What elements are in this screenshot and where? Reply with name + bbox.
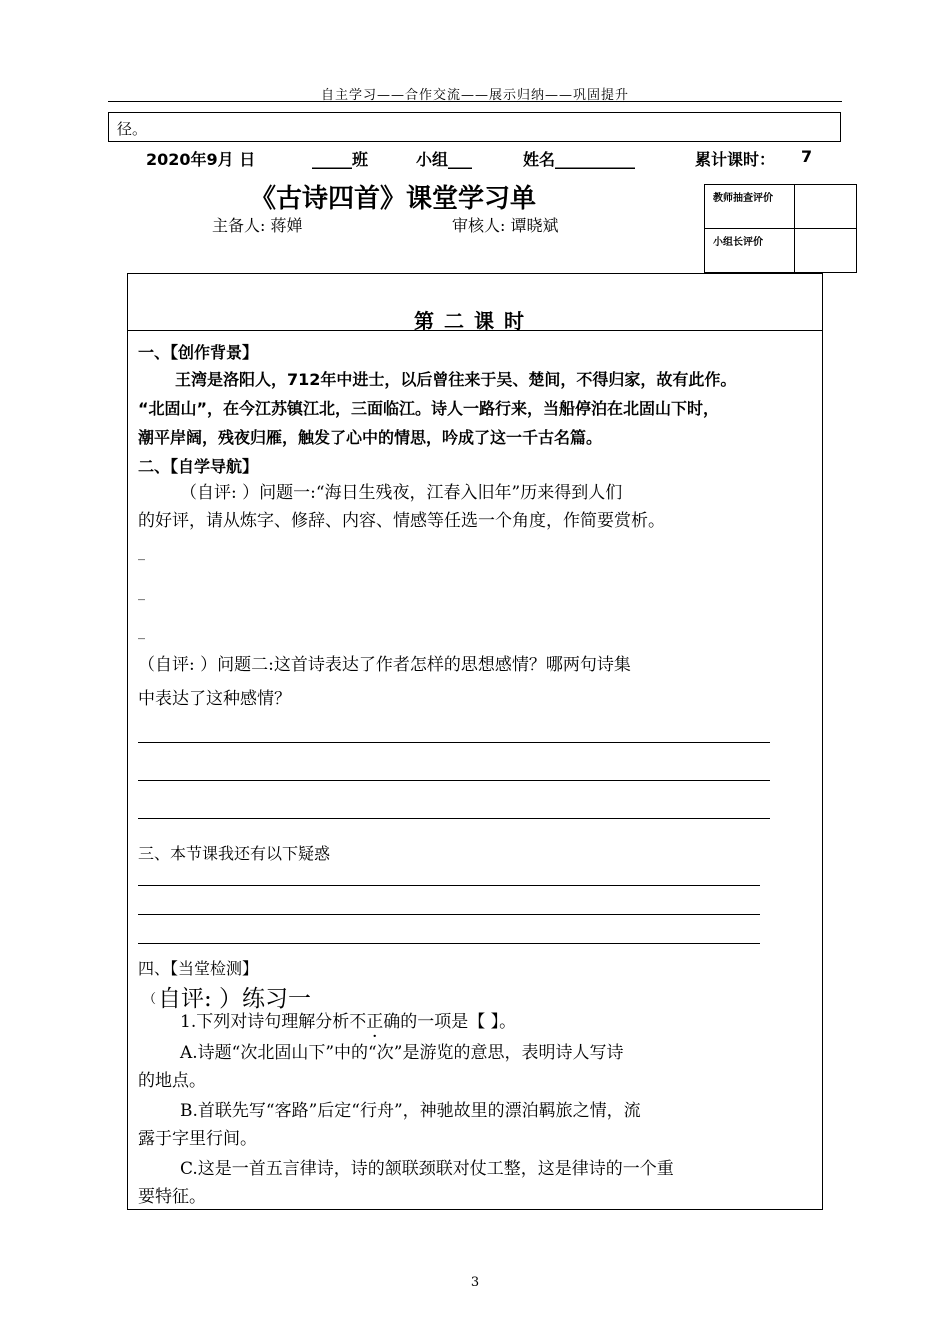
lesson-heading: 第二课时: [414, 309, 534, 333]
running-header: 自主学习——合作交流——展示归纳——巩固提升: [320, 88, 629, 103]
background-line-1: 王湾是洛阳人，712年中进士，以后曾往来于吴、楚间，不得归家，故有此作。: [175, 370, 737, 389]
teacher-eval-row: [705, 185, 856, 229]
answer-blank-3[interactable]: _: [138, 624, 145, 640]
doubt-line-3[interactable]: [138, 943, 760, 944]
header-rule: [108, 101, 842, 102]
background-line-2: “北固山”，在今江苏镇江北，三面临江。诗人一路行来，当船停泊在北固山下时，: [138, 399, 720, 418]
date-field: 2020年9月 日: [146, 150, 256, 169]
option-b-line2: 露于字里行间。: [138, 1129, 257, 1149]
teacher-eval-cell[interactable]: [794, 185, 856, 228]
option-a-line1: A.诗题“次北固山下”中的“次”是游览的意思，表明诗人写诗: [180, 1043, 624, 1063]
hours-value: 7: [801, 147, 813, 166]
question2-line2: 中表达了这种感情？: [138, 689, 291, 709]
section1-heading: 一、【创作背景】: [138, 343, 259, 362]
option-b-line1: B.首联先写“客路”后定“行舟”，神驰故里的漂泊羁旅之情，流: [180, 1101, 641, 1121]
lesson-divider: [127, 330, 822, 331]
previous-page-box: [108, 112, 841, 142]
exercise-paren: （: [143, 992, 157, 1007]
answer-line-3[interactable]: [138, 818, 770, 819]
section4-heading: 四、【当堂检测】: [138, 959, 259, 978]
teacher-eval-label: 教师抽查评价: [713, 193, 773, 204]
question1-line1: （自评: ）问题一:“海日生残夜，江春入旧年”历来得到人们: [180, 483, 623, 503]
section3-heading: 三、本节课我还有以下疑惑: [138, 844, 331, 863]
question-stem: [180, 1009, 516, 1035]
page-number: 3: [470, 1275, 480, 1290]
question-stem-emphasis: 不正确: [349, 1012, 401, 1032]
hours-label: 累计课时：: [695, 150, 776, 169]
leader-eval-cell[interactable]: [794, 229, 856, 272]
question-stem-post: 的一项是【 】。: [400, 1012, 517, 1032]
option-c-line1: C.这是一首五言律诗，诗的颔联颈联对仗工整，这是律诗的一个重: [180, 1159, 674, 1179]
answer-blank-1[interactable]: _: [138, 545, 145, 561]
question-stem-pre: 1.下列对诗句理解分析: [180, 1012, 350, 1032]
question2-line1: （自评: ）问题二:这首诗表达了作者怎样的思想感情？哪两句诗集: [138, 655, 631, 675]
section2-heading: 二、【自学导航】: [138, 457, 259, 476]
class-field: _____班: [312, 150, 369, 169]
page-title: 《古诗四首》课堂学习单: [250, 184, 537, 214]
doubt-line-1[interactable]: [138, 885, 760, 886]
answer-line-1[interactable]: [138, 742, 770, 743]
option-c-line2: 要特征。: [138, 1187, 206, 1207]
background-line-3: 潮平岸阔，残夜归雁，触发了心中的情思，吟成了这一千古名篇。: [138, 428, 603, 447]
group-field: 小组___: [416, 150, 473, 169]
evaluation-table: [704, 184, 857, 273]
question1-line2: 的好评，请从炼字、修辞、内容、情感等任选一个角度，作简要赏析。: [138, 511, 665, 531]
option-a-line2: 的地点。: [138, 1071, 206, 1091]
name-field: 姓名__________: [523, 150, 636, 169]
preparer: 主备人: 蒋婵: [212, 216, 303, 235]
answer-blank-2[interactable]: _: [138, 585, 145, 601]
leader-eval-row: [705, 229, 856, 272]
previous-page-text: 径。: [117, 120, 148, 138]
doubt-line-2[interactable]: [138, 914, 760, 915]
exercise-label: 自评: ）练习一: [158, 986, 312, 1012]
answer-line-2[interactable]: [138, 780, 770, 781]
leader-eval-label: 小组长评价: [713, 237, 763, 248]
reviewer: 审核人: 谭晓斌: [452, 216, 559, 235]
